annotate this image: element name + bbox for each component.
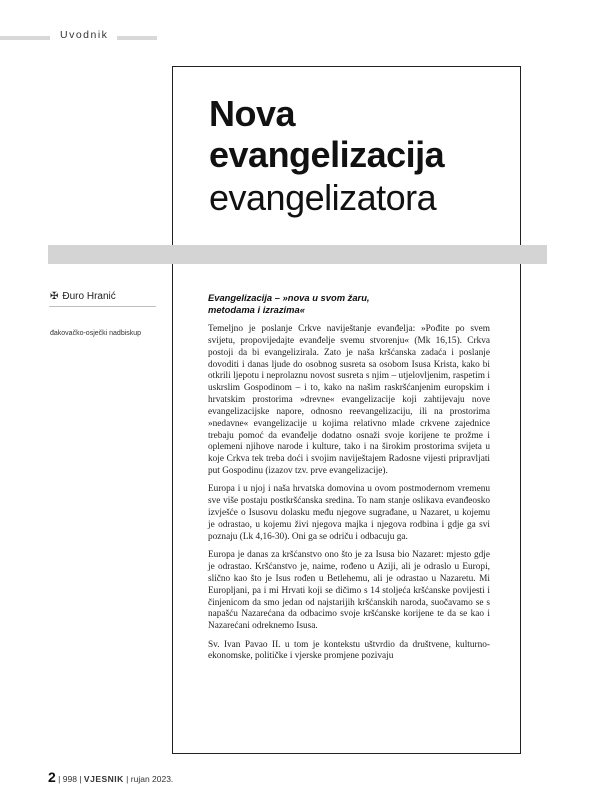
article-subheading	[208, 292, 490, 316]
magazine-name: VJESNIK	[83, 774, 124, 784]
author-role: đakovačko-osječki nadbiskup	[50, 330, 142, 337]
cross-icon: ✠	[50, 291, 59, 302]
article-title-line-2: evangelizacija	[209, 134, 445, 175]
issue-date: rujan 2023.	[130, 774, 174, 784]
footer-separator: |	[126, 774, 129, 784]
footer-separator: |	[58, 774, 61, 784]
header-rule-right	[117, 36, 157, 40]
section-label: Uvodnik	[60, 29, 109, 41]
paragraph: Sv. Ivan Pavao II. u tom je kontekstu uštvrdio da društvene, kulturno-ekonomske, političke i vjerske promjene pozivaju	[208, 639, 490, 662]
issue-number: 998	[62, 774, 77, 784]
author-name: Đuro Hranić	[62, 291, 116, 302]
author-byline	[50, 291, 116, 302]
paragraph: Europa i u njoj i naša hrvatska domovina u ovom postmodernom vremenu sve više postaju postkršćanska sredina. To nam stanje oslikava evanđeosko izvješće o Isusovu dolasku među njegove sugrađane, u Nazaret, u kojemu je odrastao, u kojemu živi njegova majka i njegova rodbina i gdje ga svi poznaju (Lk 4,16-30). Oni ga se odriču i odbacuju ga.	[208, 484, 490, 542]
author-rule	[49, 306, 156, 307]
footer-separator: |	[79, 774, 82, 784]
page-number: 2	[48, 769, 56, 785]
article-title-line-1: Nova	[209, 93, 296, 134]
article-title-line-3: evangelizatora	[209, 177, 437, 218]
subheading-line-2: metodama i izrazima«	[208, 304, 305, 315]
divider-band	[48, 245, 547, 264]
article-body	[208, 292, 490, 670]
paragraph: Temeljno je poslanje Crkve naviještanje evanđelja: »Pođite po svem svijetu, propovijedajte evanđelje svemu stvorenju« (Mk 16,15). Crkva postoji da bi evangelizirala. Zato je naša kršćanska zadaća i poslanje dovoditi i danas ljude do osobnog susreta sa osobom Isusa Krista, kako bi otkrili ljepotu i neprolaznu novost susreta s njim – utjelovljenim, raspetim i uskrslim Gospodinom – i to, kako na našim raskršćanjenim europskim i hrvatskim prostorima »drevne« evangelizacije koji zahtijevaju nove evangelizacijske napore, odnosno reevangelizaciju, ili na prostorima »nedavne« evangelizacije u kojima relativno mlade crkvene zajednice trebaju pomoć da evanđelje dodatno osnaži svoje korijene te prožme i oplemeni njihove narode i kulture, tako i na širokim prostorima svijeta u koje Crkva tek treba doći i svojim naviještajem Radosne vijesti pripravljati put Gospodinu (izazov tzv. prve evangelizacije).	[208, 324, 490, 477]
header-rule-left	[0, 36, 50, 40]
paragraph: Europa je danas za kršćanstvo ono što je za Isusa bio Nazaret: mjesto gdje je odrastao. Kršćanstvo je, naime, rođeno u Aziji, ali je odraslo u Europi, slično kao što je Isus rođen u Betlehemu, ali je odrastao u Nazaretu. Mi Europljani, pa i mi Hrvati koji se dičimo s 14 stoljeća kršćanske povijesti i činjenicom da smo jedan od najstarijih kršćanskih naroda, suočavamo se s napašću Nazarećana da odbacimo svoje kršćanske korijene te da se kao i Nazarećani odreknemo Isusa.	[208, 550, 490, 632]
page-footer	[48, 769, 173, 785]
subheading-line-1: Evangelizacija – »nova u svom žaru,	[208, 292, 370, 303]
